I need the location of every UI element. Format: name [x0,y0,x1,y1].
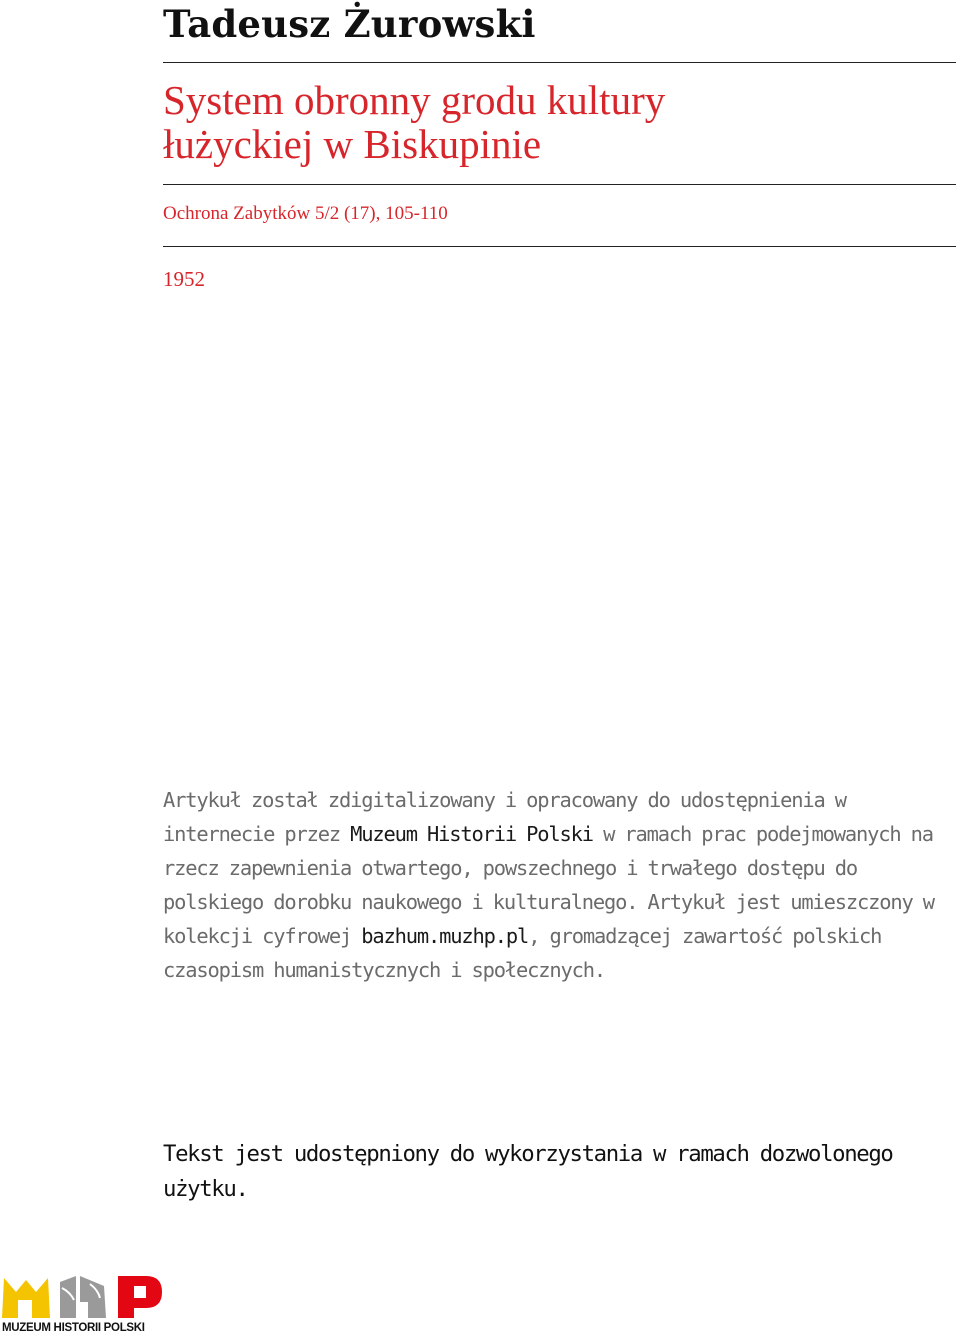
museum-logo-mark-icon [0,1272,170,1322]
publication-source: Ochrona Zabytków 5/2 (17), 105-110 [163,203,448,224]
article-title-line-2: łużyckiej w Biskupinie [163,121,542,167]
notice-text-1: Artykuł został zdigitalizowany i opracowany do udostępnienia w internecie przez [163,788,846,846]
article-title [163,78,943,166]
digitization-notice [163,783,943,987]
divider-top [163,62,956,63]
museum-name: Muzeum Historii Polski [350,822,593,846]
notice-text-2: w ramach prac podejmowanych na rzecz zapewnienia otwartego, powszechnego i trwałego dostępu do polskiego dorobku naukowego i kulturalnego. Artykuł jest umieszczony w kolekcji cyfrowej [163,822,934,948]
museum-logo [0,1272,170,1338]
author-name: Tadeusz Żurowski [163,2,536,46]
license-notice: Tekst jest udostępniony do wykorzystania w ramach dozwolonego użytku. [163,1141,893,1202]
publication-year: 1952 [163,267,205,291]
article-title-line-1: System obronny grodu kultury [163,77,666,123]
collection-site: bazhum.muzhp.pl [361,924,529,948]
divider-source [163,246,956,247]
museum-logo-text: MUZEUM HISTORII POLSKI [2,1322,145,1334]
divider-title [163,184,956,185]
notice-text-3: , gromadzącej zawartość polskich czasopism humanistycznych i społecznych. [163,924,882,982]
